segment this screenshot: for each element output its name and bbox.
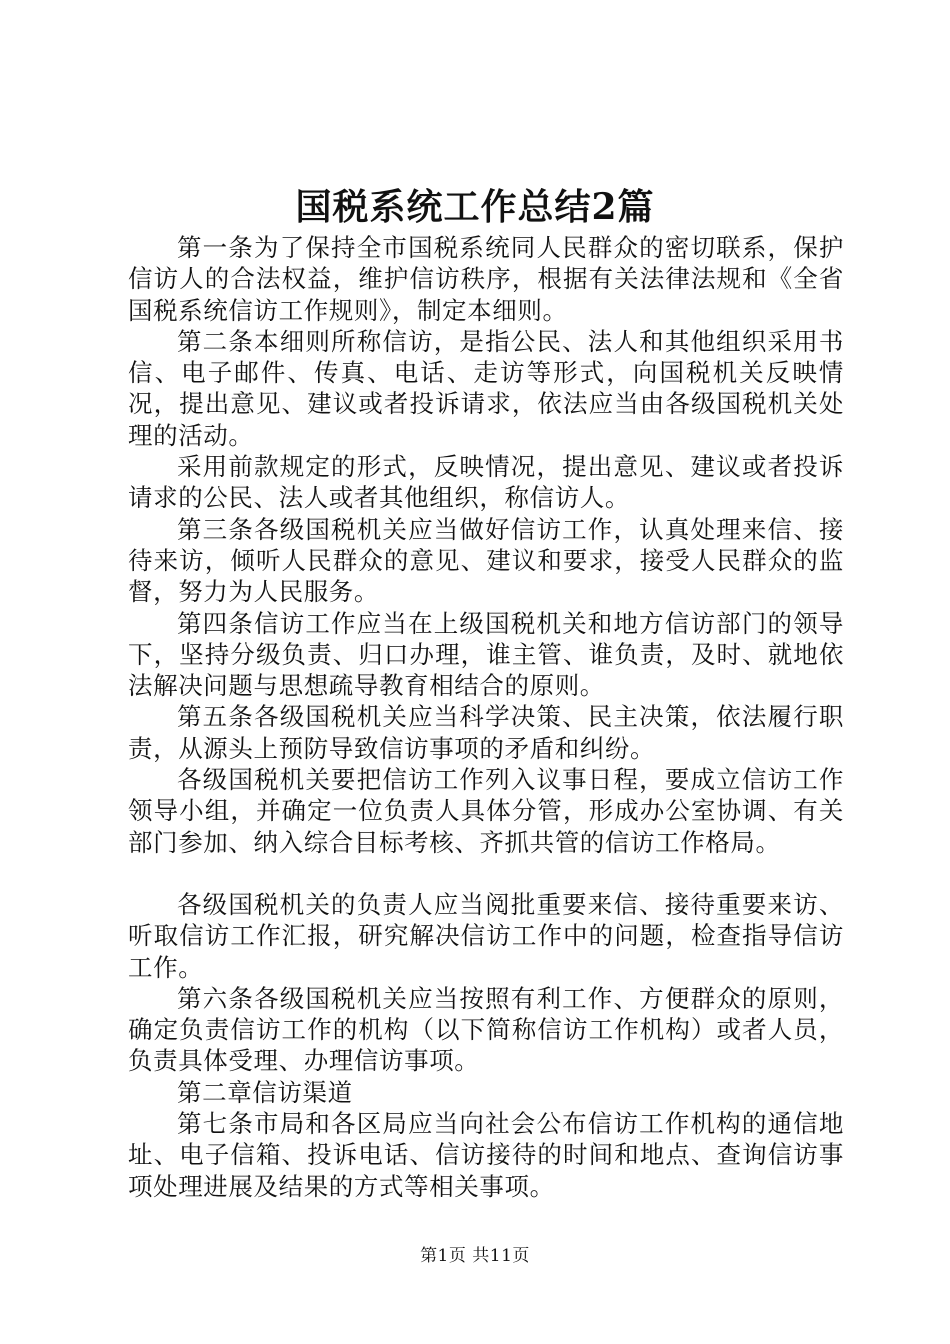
document-body bbox=[128, 232, 844, 1202]
paragraph-petitioner-definition: 采用前款规定的形式，反映情况，提出意见、建议或者投诉请求的公民、法人或者其他组织，称信访人。 bbox=[128, 452, 844, 513]
document-title: 国税系统工作总结2篇 bbox=[295, 186, 655, 228]
page-footer: 第1页 共11页 bbox=[420, 1246, 530, 1266]
paragraph-leader-duties: 各级国税机关的负责人应当阅批重要来信、接待重要来访、听取信访工作汇报，研究解决信访工作中的问题，检查指导信访工作。 bbox=[128, 889, 844, 982]
paragraph-work-pattern: 各级国税机关要把信访工作列入议事日程，要成立信访工作领导小组，并确定一位负责人具体分管，形成办公室协调、有关部门参加、纳入综合目标考核、齐抓共管的信访工作格局。 bbox=[128, 765, 844, 857]
paragraph-article-3: 第三条各级国税机关应当做好信访工作，认真处理来信、接待来访，倾听人民群众的意见、建议和要求，接受人民群众的监督，努力为人民服务。 bbox=[128, 514, 844, 607]
paragraph-article-5: 第五条各级国税机关应当科学决策、民主决策，依法履行职责，从源头上预防导致信访事项的矛盾和纠纷。 bbox=[128, 702, 844, 763]
paragraph-article-4: 第四条信访工作应当在上级国税机关和地方信访部门的领导下，坚持分级负责、归口办理，谁主管、谁负责，及时、就地依法解决问题与思想疏导教育相结合的原则。 bbox=[128, 608, 844, 701]
paragraph-article-2: 第二条本细则所称信访，是指公民、法人和其他组织采用书信、电子邮件、传真、电话、走访等形式，向国税机关反映情况，提出意见、建议或者投诉请求，依法应当由各级国税机关处理的活动。 bbox=[128, 326, 844, 450]
chapter-heading: 第二章信访渠道 bbox=[177, 1077, 353, 1107]
paragraph-article-7: 第七条市局和各区局应当向社会公布信访工作机构的通信地址、电子信箱、投诉电话、信访接待的时间和地点、查询信访事项处理进展及结果的方式等相关事项。 bbox=[128, 1109, 844, 1201]
paragraph-article-1: 第一条为了保持全市国税系统同人民群众的密切联系，保护信访人的合法权益，维护信访秩序，根据有关法律法规和《全省国税系统信访工作规则》，制定本细则。 bbox=[128, 233, 844, 325]
paragraph-article-6: 第六条各级国税机关应当按照有利工作、方便群众的原则，确定负责信访工作的机构（以下简称信访工作机构）或者人员，负责具体受理、办理信访事项。 bbox=[128, 983, 844, 1076]
